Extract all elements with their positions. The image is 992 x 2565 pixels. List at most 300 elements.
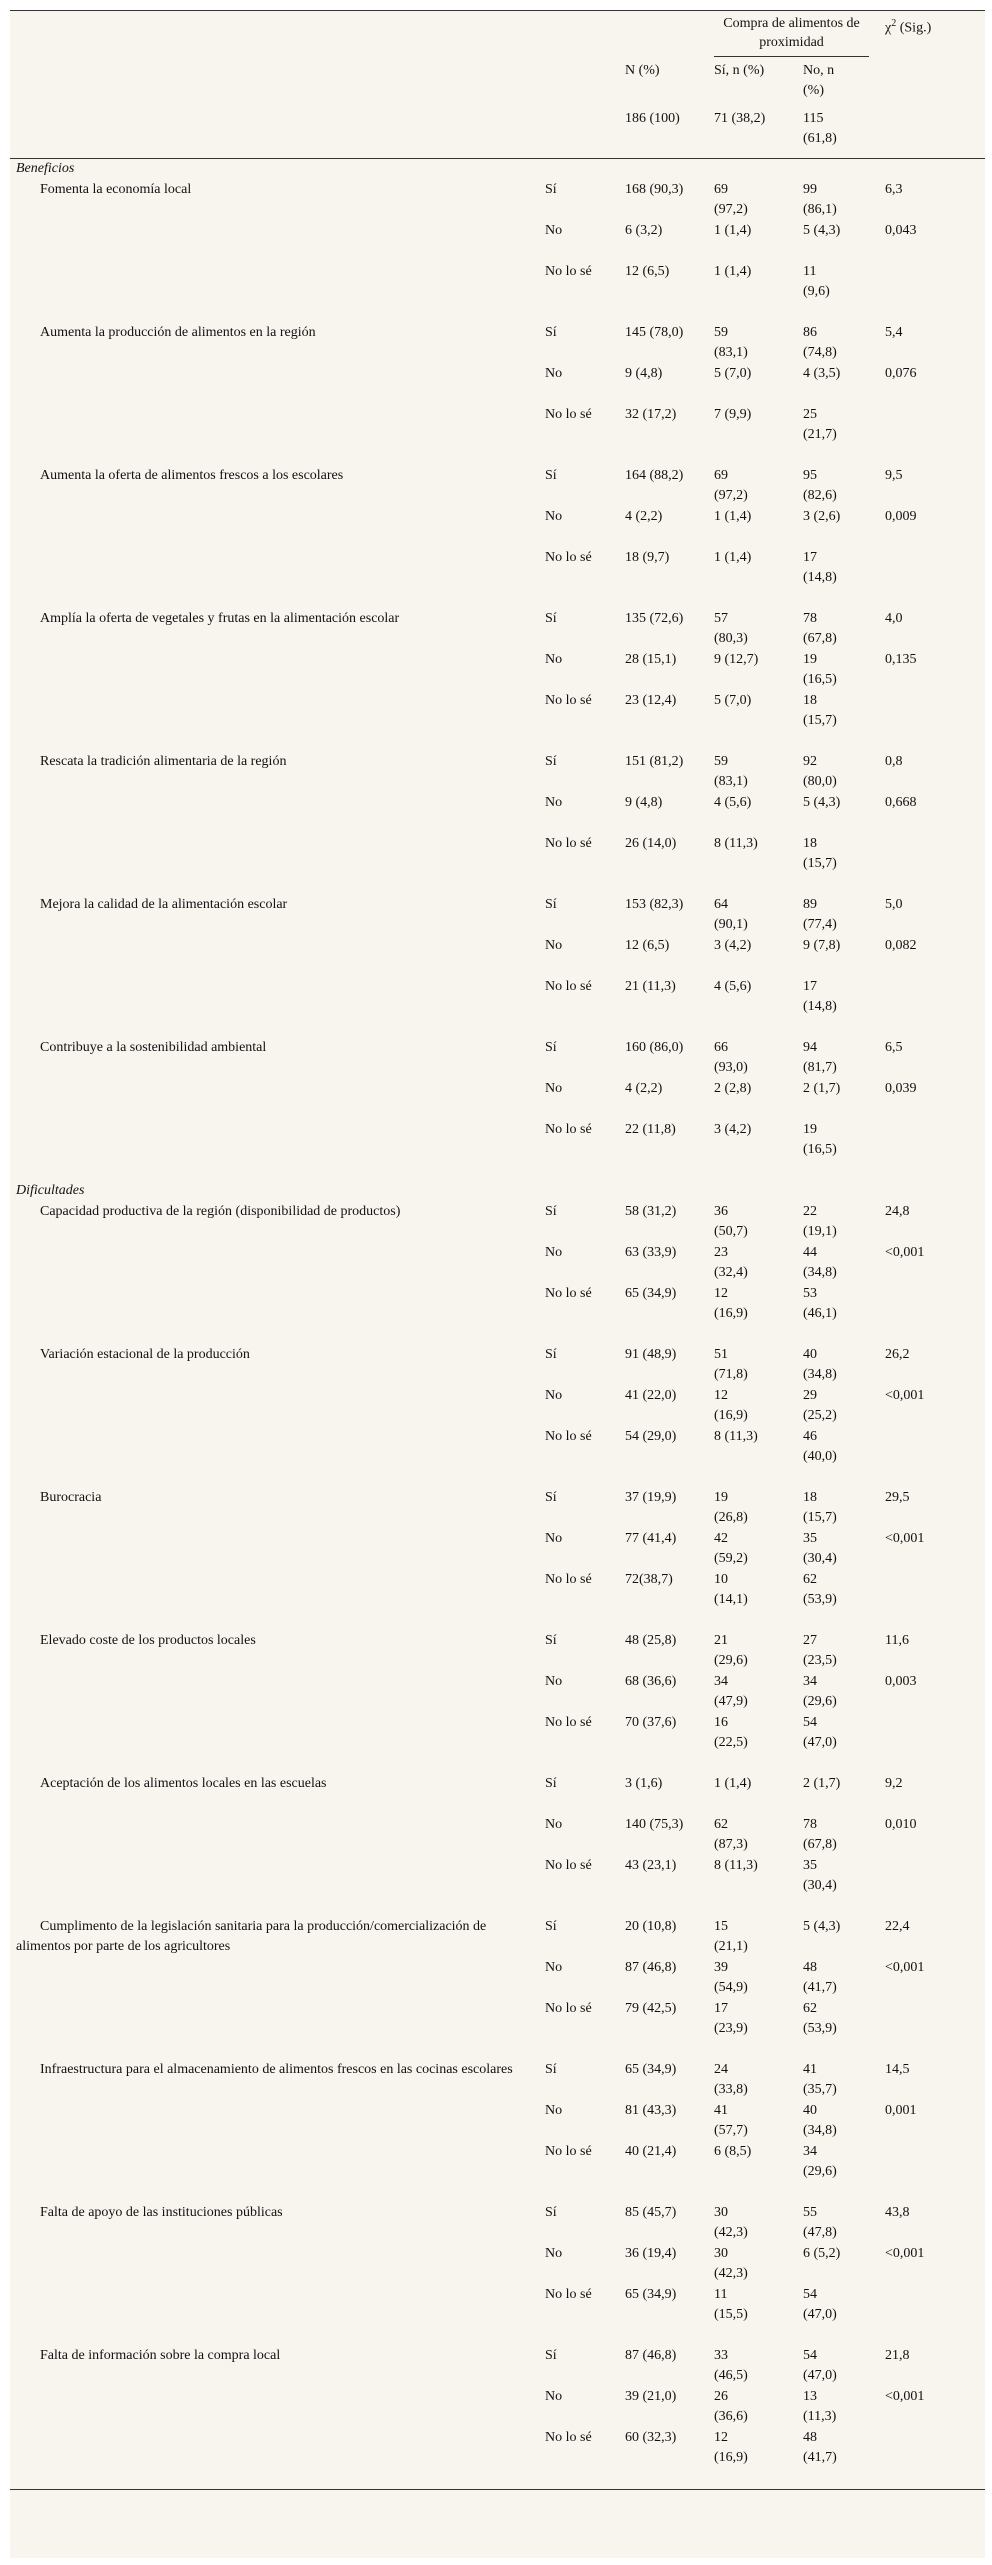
chi-cell: 5,4 <box>885 325 903 340</box>
answer-cell: No lo sé <box>545 2001 592 2016</box>
chi-cell <box>885 1570 985 1631</box>
si-cell: 17 (23,9) <box>714 2001 748 2036</box>
no-cell: 19 (16,5) <box>803 652 837 687</box>
answer-cell: No lo sé <box>545 1429 592 1444</box>
chi-cell <box>885 2428 985 2489</box>
chi-cell <box>885 977 985 1038</box>
si-cell: 41 (57,7) <box>714 2103 748 2138</box>
si-cell: 12 (16,9) <box>714 2430 748 2465</box>
no-cell: 5 (4,3) <box>803 223 841 238</box>
no-cell: 18 (15,7) <box>803 1490 837 1525</box>
results-table <box>10 10 985 2490</box>
n-cell: 151 (81,2) <box>625 754 684 769</box>
table-row <box>10 2428 985 2489</box>
no-cell: 19 (16,5) <box>803 1122 837 1157</box>
no-cell: 2 (1,7) <box>803 1776 841 1791</box>
n-cell: 68 (36,6) <box>625 1674 677 1689</box>
table-row <box>10 1570 985 1631</box>
answer-cell: Sí <box>545 1633 557 1648</box>
answer-cell: Sí <box>545 754 557 769</box>
chi-cell <box>885 834 985 895</box>
table-row <box>10 977 985 1038</box>
no-cell: 5 (4,3) <box>803 795 841 810</box>
n-cell: 12 (6,5) <box>625 264 670 279</box>
n-cell: 3 (1,6) <box>625 1776 663 1791</box>
si-cell: 26 (36,6) <box>714 2389 748 2424</box>
si-cell: 59 (83,1) <box>714 325 748 360</box>
n-cell: 135 (72,6) <box>625 611 684 626</box>
n-cell: 87 (46,8) <box>625 1960 677 1975</box>
si-cell: 10 (14,1) <box>714 1572 748 1607</box>
item-label: Falta de información sobre la compra local <box>40 2348 281 2363</box>
no-cell: 62 (53,9) <box>803 2001 837 2036</box>
n-cell: 43 (23,1) <box>625 1858 677 1873</box>
section-body <box>10 159 985 1182</box>
item-label <box>10 364 545 405</box>
no-cell: 44 (34,8) <box>803 1245 837 1280</box>
si-cell: 8 (11,3) <box>714 1429 758 1444</box>
item-label: Aumenta la producción de alimentos en la región <box>40 325 316 340</box>
total-n: 186 (100) <box>625 110 680 126</box>
si-cell: 19 (26,8) <box>714 1490 748 1525</box>
chi-cell: 6,5 <box>885 1040 903 1055</box>
answer-cell: No lo sé <box>545 1858 592 1873</box>
table-row <box>10 364 985 405</box>
no-cell: 41 (35,7) <box>803 2062 837 2097</box>
item-label <box>10 2244 545 2285</box>
table-row <box>10 1529 985 1570</box>
si-cell: 2 (2,8) <box>714 1081 752 1096</box>
table-row <box>10 834 985 895</box>
chi-cell: <0,001 <box>885 1531 925 1546</box>
answer-cell: No lo sé <box>545 264 592 279</box>
no-cell: 48 (41,7) <box>803 2430 837 2465</box>
item-label: Aumenta la oferta de alimentos frescos a los escolares <box>40 468 344 483</box>
n-cell: 168 (90,3) <box>625 182 684 197</box>
answer-cell: No lo sé <box>545 979 592 994</box>
n-cell: 153 (82,3) <box>625 897 684 912</box>
item-label <box>10 2387 545 2428</box>
table-row <box>10 1488 985 1529</box>
item-label <box>10 548 545 609</box>
no-cell: 46 (40,0) <box>803 1429 837 1464</box>
no-cell: 3 (2,6) <box>803 509 841 524</box>
chi-cell: 14,5 <box>885 2062 910 2077</box>
chi-cell: 0,010 <box>885 1817 917 1832</box>
si-cell: 30 (42,3) <box>714 2246 748 2281</box>
no-cell: 17 (14,8) <box>803 550 837 585</box>
n-cell: 85 (45,7) <box>625 2205 677 2220</box>
table-row <box>10 1999 985 2060</box>
n-cell: 87 (46,8) <box>625 2348 677 2363</box>
n-cell: 79 (42,5) <box>625 2001 677 2016</box>
answer-cell: No lo sé <box>545 693 592 708</box>
answer-cell: No lo sé <box>545 2430 592 2445</box>
n-cell: 40 (21,4) <box>625 2144 677 2159</box>
si-cell: 59 (83,1) <box>714 754 748 789</box>
item-label <box>10 1570 545 1631</box>
item-label <box>10 1079 545 1120</box>
item-label: Contribuye a la sostenibilidad ambiental <box>40 1040 267 1055</box>
table-row <box>10 1202 985 1243</box>
answer-cell: No lo sé <box>545 1715 592 1730</box>
no-cell: 95 (82,6) <box>803 468 837 503</box>
answer-cell: No <box>545 795 563 810</box>
si-cell: 8 (11,3) <box>714 836 758 851</box>
table-row <box>10 609 985 650</box>
answer-cell: Sí <box>545 897 557 912</box>
no-cell: 29 (25,2) <box>803 1388 837 1423</box>
table-row <box>10 2142 985 2203</box>
si-cell: 12 (16,9) <box>714 1286 748 1321</box>
no-cell: 89 (77,4) <box>803 897 837 932</box>
si-cell: 4 (5,6) <box>714 795 752 810</box>
si-cell: 64 (90,1) <box>714 897 748 932</box>
si-cell: 69 (97,2) <box>714 182 748 217</box>
chi-cell: 11,6 <box>885 1633 909 1648</box>
chi-cell: <0,001 <box>885 1245 925 1260</box>
section-title: Dificultades <box>16 1183 85 1198</box>
n-cell: 9 (4,8) <box>625 366 663 381</box>
si-cell: 62 (87,3) <box>714 1817 748 1852</box>
answer-cell: No lo sé <box>545 550 592 565</box>
item-label <box>10 1999 545 2060</box>
no-cell: 92 (80,0) <box>803 754 837 789</box>
si-cell: 16 (22,5) <box>714 1715 748 1750</box>
n-cell: 77 (41,4) <box>625 1531 677 1546</box>
si-cell: 8 (11,3) <box>714 1858 758 1873</box>
item-label <box>10 2142 545 2203</box>
si-cell: 34 (47,9) <box>714 1674 748 1709</box>
answer-cell: No <box>545 1674 563 1689</box>
answer-cell: Sí <box>545 2205 557 2220</box>
chi-cell: 29,5 <box>885 1490 910 1505</box>
n-cell: 72(38,7) <box>625 1572 673 1587</box>
table-row <box>10 323 985 364</box>
n-cell: 21 (11,3) <box>625 979 676 994</box>
no-cell: 78 (67,8) <box>803 611 837 646</box>
si-cell: 23 (32,4) <box>714 1245 748 1280</box>
table-row <box>10 405 985 466</box>
n-cell: 65 (34,9) <box>625 2062 677 2077</box>
answer-cell: No lo sé <box>545 407 592 422</box>
item-label: Capacidad productiva de la región (disponibilidad de productos) <box>40 1204 401 1219</box>
item-label <box>10 1284 545 1345</box>
item-label: Aceptación de los alimentos locales en las escuelas <box>40 1776 327 1791</box>
answer-cell: Sí <box>545 325 557 340</box>
chi-cell <box>885 2285 985 2346</box>
no-cell: 2 (1,7) <box>803 1081 841 1096</box>
si-cell: 1 (1,4) <box>714 509 752 524</box>
table-row <box>10 1958 985 1999</box>
section-title: Beneficios <box>16 161 75 176</box>
table-row <box>10 1386 985 1427</box>
no-cell: 48 (41,7) <box>803 1960 837 1995</box>
chi-cell <box>885 1120 985 1181</box>
table-row <box>10 507 985 548</box>
no-cell: 86 (74,8) <box>803 325 837 360</box>
table-row <box>10 466 985 507</box>
n-cell: 4 (2,2) <box>625 1081 663 1096</box>
si-cell: 39 (54,9) <box>714 1960 748 1995</box>
si-cell: 12 (16,9) <box>714 1388 748 1423</box>
si-cell: 42 (59,2) <box>714 1531 748 1566</box>
answer-cell: No <box>545 2389 563 2404</box>
no-cell: 5 (4,3) <box>803 1919 841 1934</box>
table-row <box>10 936 985 977</box>
answer-cell: No <box>545 652 563 667</box>
no-cell: 13 (11,3) <box>803 2389 837 2424</box>
table-header <box>10 11 985 159</box>
table-row <box>10 1631 985 1672</box>
item-label: Cumplimento de la legislación sanitaria para la producción/comercialización de alimentos por parte de los agricultores <box>16 1919 487 1954</box>
table-row <box>10 1038 985 1079</box>
chi-cell: 22,4 <box>885 1919 910 1934</box>
n-cell: 65 (34,9) <box>625 1286 677 1301</box>
item-label: Amplía la oferta de vegetales y frutas en la alimentación escolar <box>40 611 400 626</box>
answer-cell: No <box>545 1081 563 1096</box>
no-cell: 6 (5,2) <box>803 2246 841 2261</box>
n-cell: 60 (32,3) <box>625 2430 677 2445</box>
section-row <box>10 1181 985 1202</box>
table-row <box>10 1815 985 1856</box>
table-row <box>10 1713 985 1774</box>
answer-cell: No lo sé <box>545 836 592 851</box>
chi-cell: 5,0 <box>885 897 903 912</box>
si-cell: 36 (50,7) <box>714 1204 748 1239</box>
no-cell: 35 (30,4) <box>803 1858 837 1893</box>
item-label: Variación estacional de la producción <box>40 1347 250 1362</box>
no-cell: 25 (21,7) <box>803 407 837 442</box>
chi-cell: 0,001 <box>885 2103 917 2118</box>
chi-cell: 0,135 <box>885 652 917 667</box>
no-cell: 17 (14,8) <box>803 979 837 1014</box>
si-cell: 66 (93,0) <box>714 1040 748 1075</box>
si-cell: 5 (7,0) <box>714 693 752 708</box>
answer-cell: No lo sé <box>545 2144 592 2159</box>
chi-cell: 21,8 <box>885 2348 910 2363</box>
answer-cell: No <box>545 1245 563 1260</box>
table-row <box>10 752 985 793</box>
answer-cell: No lo sé <box>545 1286 592 1301</box>
answer-cell: No <box>545 1388 563 1403</box>
item-label <box>10 2101 545 2142</box>
si-cell: 3 (4,2) <box>714 938 752 953</box>
table-row <box>10 1284 985 1345</box>
chi-cell: 0,8 <box>885 754 903 769</box>
chi-cell <box>885 405 985 466</box>
item-label <box>10 1120 545 1181</box>
n-cell: 36 (19,4) <box>625 2246 677 2261</box>
no-cell: 34 (29,6) <box>803 1674 837 1709</box>
no-cell: 18 (15,7) <box>803 693 837 728</box>
item-label <box>10 1815 545 1856</box>
no-cell: 94 (81,7) <box>803 1040 837 1075</box>
chi-square-header: $\chi^2$ (Sig.) <box>885 18 932 36</box>
table-row <box>10 2101 985 2142</box>
n-cell: 4 (2,2) <box>625 509 663 524</box>
n-cell: 18 (9,7) <box>625 550 670 565</box>
n-cell: 48 (25,8) <box>625 1633 677 1648</box>
si-cell: 69 (97,2) <box>714 468 748 503</box>
si-cell: 57 (80,3) <box>714 611 748 646</box>
no-cell: 22 (19,1) <box>803 1204 837 1239</box>
si-cell: 1 (1,4) <box>714 223 752 238</box>
item-label <box>10 650 545 691</box>
n-cell: 12 (6,5) <box>625 938 670 953</box>
n-cell: 9 (4,8) <box>625 795 663 810</box>
item-label: Rescata la tradición alimentaria de la región <box>40 754 287 769</box>
table-row <box>10 1672 985 1713</box>
si-cell: 51 (71,8) <box>714 1347 748 1382</box>
n-cell: 6 (3,2) <box>625 223 663 238</box>
n-cell: 58 (31,2) <box>625 1204 677 1219</box>
no-cell: 54 (47,0) <box>803 2287 837 2322</box>
answer-cell: Sí <box>545 2348 557 2363</box>
no-cell: 62 (53,9) <box>803 1572 837 1607</box>
n-cell: 160 (86,0) <box>625 1040 684 1055</box>
table-row <box>10 691 985 752</box>
chi-cell: 9,2 <box>885 1776 903 1791</box>
no-cell: 55 (47,8) <box>803 2205 837 2240</box>
chi-cell <box>885 1427 985 1488</box>
item-label <box>10 221 545 262</box>
item-label <box>10 936 545 977</box>
chi-cell: 0,039 <box>885 1081 917 1096</box>
col-no-header: No, n (%) <box>803 62 835 98</box>
answer-cell: No <box>545 223 563 238</box>
item-label <box>10 977 545 1038</box>
n-cell: 91 (48,9) <box>625 1347 677 1362</box>
total-si: 71 (38,2) <box>714 110 766 126</box>
chi-cell: 0,076 <box>885 366 917 381</box>
n-cell: 22 (11,8) <box>625 1122 676 1137</box>
item-label: Infraestructura para el almacenamiento de alimentos frescos en las cocinas escolares <box>40 2062 513 2077</box>
answer-cell: No lo sé <box>545 2287 592 2302</box>
si-cell: 1 (1,4) <box>714 264 752 279</box>
n-cell: 20 (10,8) <box>625 1919 677 1934</box>
item-label: Falta de apoyo de las instituciones públicas <box>40 2205 283 2220</box>
col-si-header: Sí, n (%) <box>714 62 765 78</box>
chi-cell: <0,001 <box>885 1960 925 1975</box>
chi-cell: <0,001 <box>885 1388 925 1403</box>
no-cell: 40 (34,8) <box>803 2103 837 2138</box>
si-cell: 3 (4,2) <box>714 1122 752 1137</box>
col-n-header: N (%) <box>625 62 660 78</box>
table-row <box>10 262 985 323</box>
chi-cell <box>885 1713 985 1774</box>
no-cell: 53 (46,1) <box>803 1286 837 1321</box>
item-label: Burocracia <box>40 1490 102 1505</box>
item-label <box>10 2285 545 2346</box>
n-cell: 37 (19,9) <box>625 1490 677 1505</box>
answer-cell: No <box>545 2103 563 2118</box>
item-label <box>10 1958 545 1999</box>
item-label <box>10 1713 545 1774</box>
table-row <box>10 793 985 834</box>
si-cell: 30 (42,3) <box>714 2205 748 2240</box>
answer-cell: Sí <box>545 182 557 197</box>
table-row <box>10 1774 985 1815</box>
item-label <box>10 1386 545 1427</box>
answer-cell: Sí <box>545 1040 557 1055</box>
table-container <box>10 10 985 2558</box>
n-cell: 28 (15,1) <box>625 652 677 667</box>
n-cell: 140 (75,3) <box>625 1817 684 1832</box>
chi-cell <box>885 1999 985 2060</box>
answer-cell: Sí <box>545 611 557 626</box>
item-label <box>10 691 545 752</box>
no-cell: 18 (15,7) <box>803 836 837 871</box>
item-label: Fomenta la economía local <box>40 182 192 197</box>
n-cell: 32 (17,2) <box>625 407 677 422</box>
answer-cell: No <box>545 1531 563 1546</box>
no-cell: 9 (7,8) <box>803 938 841 953</box>
no-cell: 34 (29,6) <box>803 2144 837 2179</box>
table-row <box>10 1243 985 1284</box>
table-row <box>10 1427 985 1488</box>
n-cell: 54 (29,0) <box>625 1429 677 1444</box>
item-label <box>10 507 545 548</box>
answer-cell: No <box>545 938 563 953</box>
answer-cell: Sí <box>545 1490 557 1505</box>
no-cell: 4 (3,5) <box>803 366 841 381</box>
si-cell: 7 (9,9) <box>714 407 752 422</box>
item-label <box>10 1672 545 1713</box>
table-row <box>10 548 985 609</box>
chi-cell: <0,001 <box>885 2389 925 2404</box>
chi-cell: 0,043 <box>885 223 917 238</box>
chi-cell: 43,8 <box>885 2205 910 2220</box>
chi-cell <box>885 262 985 323</box>
si-cell: 21 (29,6) <box>714 1633 748 1668</box>
total-no: 115 (61,8) <box>803 110 837 146</box>
answer-cell: Sí <box>545 1347 557 1362</box>
group-header: Compra de alimentos de proximidad <box>714 11 885 61</box>
n-cell: 23 (12,4) <box>625 693 677 708</box>
answer-cell: Sí <box>545 1204 557 1219</box>
si-cell: 6 (8,5) <box>714 2144 752 2159</box>
chi-cell <box>885 1284 985 1345</box>
item-label: Elevado coste de los productos locales <box>40 1633 256 1648</box>
item-label <box>10 262 545 323</box>
chi-cell: 26,2 <box>885 1347 910 1362</box>
chi-cell: 0,009 <box>885 509 917 524</box>
answer-cell: No <box>545 1960 563 1975</box>
item-label <box>10 793 545 834</box>
no-cell: 78 (67,8) <box>803 1817 837 1852</box>
item-label: Mejora la calidad de la alimentación escolar <box>40 897 288 912</box>
item-label <box>10 1427 545 1488</box>
chi-cell: 24,8 <box>885 1204 910 1219</box>
no-cell: 35 (30,4) <box>803 1531 837 1566</box>
no-cell: 11 (9,6) <box>803 264 830 299</box>
item-label <box>10 1856 545 1917</box>
chi-cell: 6,3 <box>885 182 903 197</box>
answer-cell: Sí <box>545 2062 557 2077</box>
chi-cell <box>885 691 985 752</box>
item-label <box>10 2428 545 2489</box>
table-row <box>10 1856 985 1917</box>
table-row <box>10 1917 985 1958</box>
no-cell: 40 (34,8) <box>803 1347 837 1382</box>
answer-cell: No lo sé <box>545 1122 592 1137</box>
chi-cell: 0,668 <box>885 795 917 810</box>
no-cell: 99 (86,1) <box>803 182 837 217</box>
chi-cell: 4,0 <box>885 611 903 626</box>
chi-cell <box>885 2142 985 2203</box>
no-cell: 27 (23,5) <box>803 1633 837 1668</box>
